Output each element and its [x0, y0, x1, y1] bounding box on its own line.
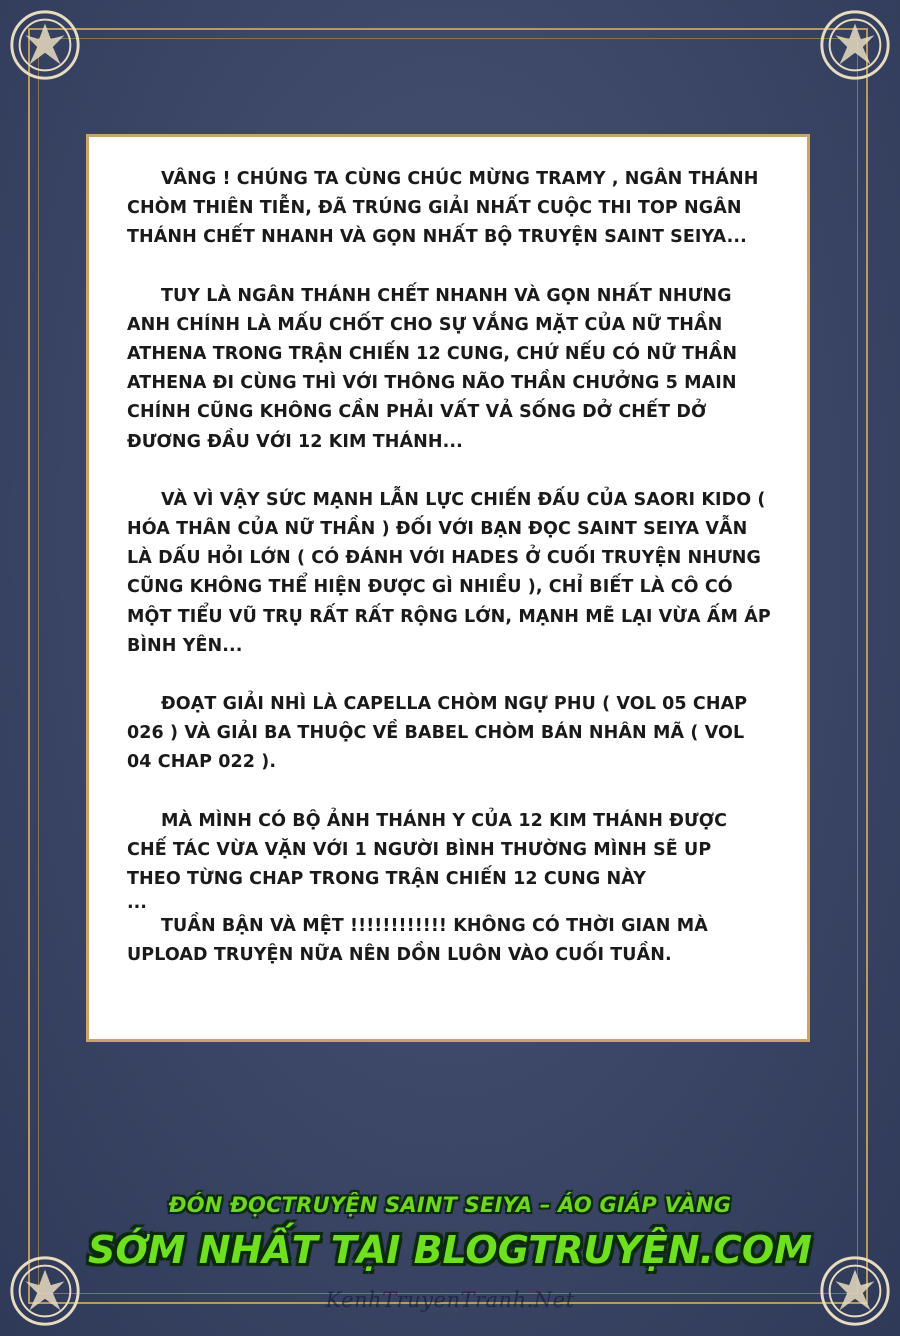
winged-emblem-icon — [6, 6, 84, 84]
promo-site-banner: SỚM NHẤT TẠI BLOGTRUYỆN.COM — [88, 1228, 812, 1272]
paragraph-1: VÂNG ! CHÚNG TA CÙNG CHÚC MỪNG TRAMY , NGÂN THÁNH CHÒM THIÊN TIỄN, ĐÃ TRÚNG GIẢI NHẤT CUỘC THI TOP NGÂN THÁNH CHẾT NHANH VÀ GỌN NHẤT BỘ TRUYỆN SAINT SEIYA... — [127, 169, 759, 248]
paragraph-3: VÀ VÌ VẬY SỨC MẠNH LẪN LỰC CHIẾN ĐẤU CỦA SAORI KIDO ( HÓA THÂN CỦA NỮ THẦN ) ĐỐI VỚI BẠN ĐỌC SAINT SEIYA VẪN LÀ DẤU HỎI LỚN ( CÓ ĐÁNH VỚI HADES Ở CUỐI TRUYỆN NHƯNG CŨNG KHÔNG THỂ HIỆN ĐƯỢC GÌ NHIỀU ), CHỈ BIẾT LÀ CÔ CÓ MỘT TIỂU VŨ TRỤ RẤT RẤT RỘNG LỚN, MẠNH MẼ LẠI VỪA ẤM ÁP BÌNH YÊN... — [127, 489, 771, 656]
paragraph-2: TUY LÀ NGÂN THÁNH CHẾT NHANH VÀ GỌN NHẤT NHƯNG ANH CHÍNH LÀ MẤU CHỐT CHO SỰ VẮNG MẶT CỦA NỮ THẦN ATHENA TRONG TRẬN CHIẾN 12 CUNG, CHỨ NẾU CÓ NỮ THẦN ATHENA ĐI CÙNG THÌ VỚI THÔNG NÃO THẦN CHƯỞNG 5 MAIN CHÍNH CŨNG KHÔNG CẦN PHẢI VẤT VẢ SỐNG DỞ CHẾT DỞ ĐƯƠNG ĐẦU VỚI 12 KIM THÁNH... — [127, 285, 738, 452]
paragraph-6: TUẦN BẬN VÀ MỆT !!!!!!!!!!!! KHÔNG CÓ THỜI GIAN MÀ UPLOAD TRUYỆN NỮA NÊN DỒN LUÔN VÀO CUỐI TUẦN. — [127, 916, 708, 966]
winged-emblem-icon — [816, 6, 894, 84]
message-textbox — [86, 134, 810, 1042]
paragraph-5: MÀ MÌNH CÓ BỘ ẢNH THÁNH Y CỦA 12 KIM THÁNH ĐƯỢC CHẾ TÁC VỪA VẶN VỚI 1 NGƯỜI BÌNH THƯỜNG MÌNH SẼ UP THEO TỪNG CHAP TRONG TRẬN CHIẾN 12 CUNG NÀY — [127, 810, 728, 890]
promo-tagline: ĐÓN ĐỌCTRUYỆN SAINT SEIYA – ÁO GIÁP VÀNG — [168, 1193, 732, 1217]
paragraph-4: ĐOẠT GIẢI NHÌ LÀ CAPELLA CHÒM NGỰ PHU ( VOL 05 CHAP 026 ) VÀ GIẢI BA THUỘC VỀ BABEL CHÒM BÁN NHÂN MÃ ( VOL 04 CHAP 022 ). — [127, 694, 748, 773]
watermark: KenhTruyenTranh.Net — [325, 1288, 575, 1312]
ellipsis-line: ... — [127, 893, 147, 914]
